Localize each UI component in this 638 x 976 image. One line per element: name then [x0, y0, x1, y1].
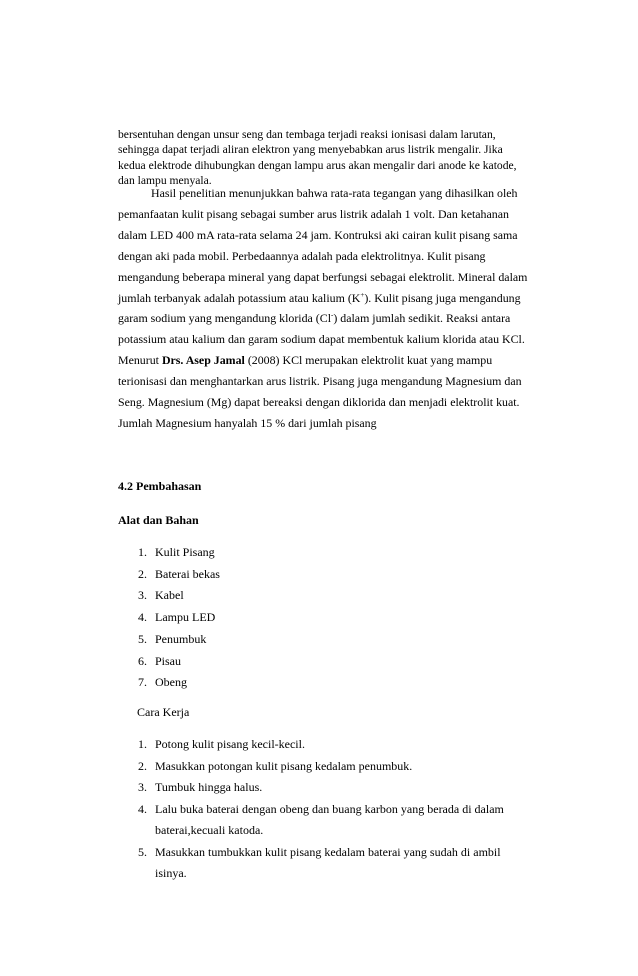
section-heading: 4.2 Pembahasan — [118, 479, 202, 493]
superscript-minus: - — [331, 311, 334, 320]
list-item: 1. Kulit Pisang — [138, 545, 215, 559]
list-item: 2. Baterai bekas — [138, 566, 220, 581]
list-item: 1. Potong kulit pisang kecil-kecil. — [138, 737, 305, 751]
subheading-alat-bahan: Alat dan Bahan — [118, 513, 199, 527]
list-item: 4. Lampu LED — [138, 610, 216, 625]
paragraph-line: Menurut Drs. Asep Jamal (2008) KCl merupakan elektrolit kuat yang mampu — [118, 353, 493, 368]
paragraph-line: bersentuhan dengan unsur seng dan tembaga terjadi reaksi ionisasi dalam larutan, — [118, 128, 496, 141]
list-item: 4. Lalu buka baterai dengan obeng dan buang karbon yang berada di dalam baterai,kecuali katoda. — [138, 801, 504, 837]
paragraph-line: potassium atau kalium dan garam sodium dapat membentuk kalium klorida atau KCl. — [118, 332, 525, 347]
paragraph-line: dengan aki pada mobil. Perbedaannya adalah pada elektrolitnya. Kulit pisang — [118, 248, 486, 263]
paragraph-line: dalam LED 400 mA rata-rata selama 24 jam. Kontruksi aki cairan kulit pisang sama — [118, 227, 518, 242]
list-item: 2. Masukkan potongan kulit pisang kedalam penumbuk. — [138, 758, 413, 773]
superscript-plus: + — [360, 290, 365, 299]
paragraph-ionisasi — [118, 127, 534, 189]
alat-bahan-list — [118, 542, 548, 694]
paragraph-line: sehingga dapat terjadi aliran elektron yang menyebabkan arus listrik mengalir. Jika — [118, 143, 503, 157]
subheading-cara-kerja: Cara Kerja — [137, 705, 190, 719]
paragraph-line: Jumlah Magnesium hanyalah 15 % dari jumlah pisang — [118, 415, 377, 430]
cara-kerja-list — [118, 734, 548, 885]
list-item: 7. Obeng — [138, 675, 187, 690]
paragraph-line: Seng. Magnesium (Mg) dapat bereaksi dengan diklorida dan menjadi elektrolit kuat. — [118, 395, 520, 410]
paragraph-line: pemanfaatan kulit pisang sebagai sumber arus listrik adalah 1 volt. Dan ketahanan — [118, 206, 509, 221]
paragraph-line: jumlah terbanyak adalah potassium atau kalium (K+). Kulit pisang juga mengandung — [118, 290, 521, 305]
paragraph-line: mengandung beberapa mineral yang dapat berfungsi sebagai elektrolit. Mineral dalam — [118, 269, 528, 284]
list-item: 3. Kabel — [138, 588, 184, 603]
list-item: 5. Penumbuk — [138, 631, 207, 646]
author-name: Drs. Asep Jamal — [161, 353, 245, 368]
list-item: 6. Pisau — [138, 653, 182, 668]
list-item: 5. Masukkan tumbukkan kulit pisang kedalam baterai yang sudah di ambil isinya. — [138, 844, 501, 880]
paragraph-line: garam sodium yang mengandung klorida (Cl-) dalam jumlah sedikit. Reaksi antara — [118, 311, 511, 326]
paragraph-hasil-penelitian — [118, 183, 538, 434]
paragraph-line: Hasil penelitian menunjukkan bahwa rata-rata tegangan yang dihasilkan oleh — [151, 186, 518, 200]
paragraph-line: terionisasi dan menghantarkan arus listrik. Pisang juga mengandung Magnesium dan — [118, 374, 522, 389]
list-item: 3. Tumbuk hingga halus. — [138, 780, 263, 794]
paragraph-line: kedua elektrode dihubungkan dengan lampu arus akan mengalir dari anode ke katode, — [118, 158, 517, 172]
paragraph-line: dan lampu menyala. — [118, 174, 212, 188]
